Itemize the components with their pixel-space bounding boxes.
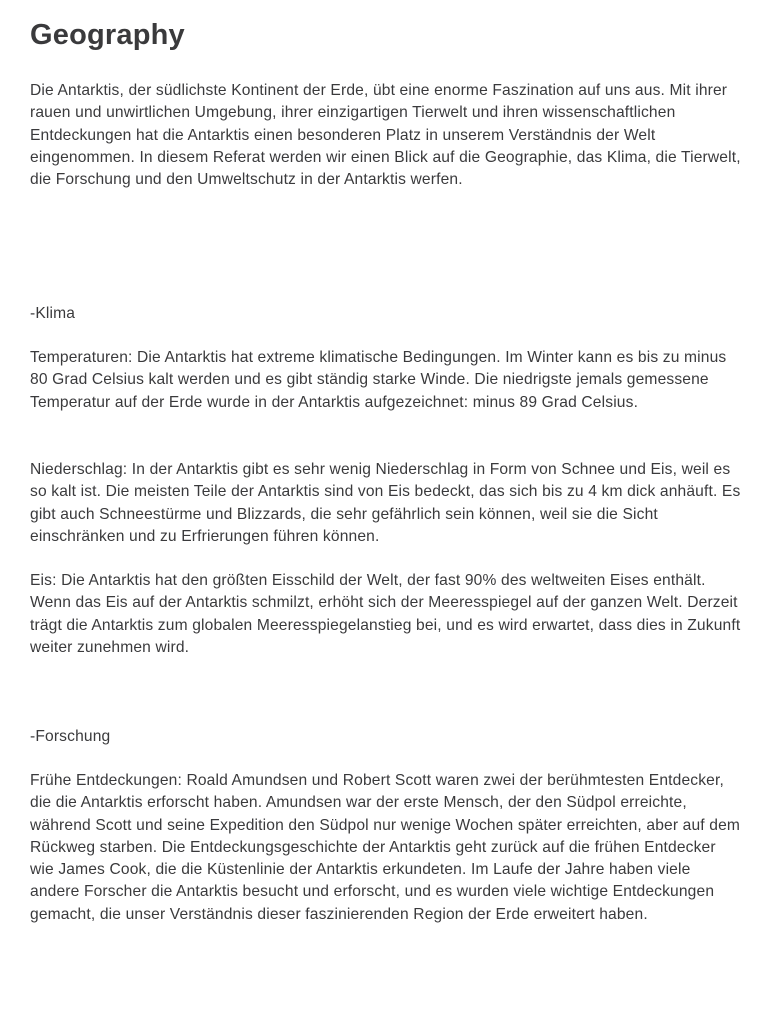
- section-heading-forschung: -Forschung: [30, 728, 111, 745]
- page-title: Geography: [30, 19, 185, 51]
- intro-paragraph: Die Antarktis, der südlichste Kontinent der Erde, übt eine enorme Faszination auf uns aus. Mit ihrer rauen und unwirtlichen Umgebung, ihrer einzigartigen Tierwelt und ihren wissenschaftlichen Entdeckungen hat die Antarktis einen besonderen Platz in unserem Verständnis der Welt eingenommen. In diesem Referat werden wir einen Blick auf die Geographie, das Klima, die Tierwelt, die Forschung und den Umweltschutz in der Antarktis werfen.: [30, 82, 741, 189]
- forschung-early-discoveries-paragraph: Frühe Entdeckungen: Roald Amundsen und Robert Scott waren zwei der berühmtesten Entdecker, die die Antarktis erforscht haben. Amundsen war der erste Mensch, der den Südpol erreichte, während Scott und seine Expedition den Südpol nur wenige Wochen später erreichten, aber auf dem Rückweg starben. Die Entdeckungsgeschichte der Antarktis geht zurück auf die frühen Entdecker wie James Cook, die die Küstenlinie der Antarktis erkundeten. Im Laufe der Jahre haben viele andere Forscher die Antarktis besucht und erforscht, und es wurden viele wichtige Entdeckungen gemacht, die unser Verständnis dieser faszinierenden Region der Erde erweitert haben.: [30, 772, 741, 923]
- klima-temperatures-paragraph: Temperaturen: Die Antarktis hat extreme klimatische Bedingungen. Im Winter kann es bis zu minus 80 Grad Celsius kalt werden und es gibt ständig starke Winde. Die niedrigste jemals gemessene Temperatur auf der Erde wurde in der Antarktis aufgezeichnet: minus 89 Grad Celsius.: [30, 349, 727, 411]
- klima-precipitation-paragraph: Niederschlag: In der Antarktis gibt es sehr wenig Niederschlag in Form von Schnee und Eis, weil es so kalt ist. Die meisten Teile der Antarktis sind von Eis bedeckt, das sich bis zu 4 km dick anhäuft. Es gibt auch Schneestürme und Blizzards, die sehr gefährlich sein können, weil sie die Sicht einschränken und zu Erfrierungen führen können.: [30, 461, 741, 545]
- klima-ice-paragraph: Eis: Die Antarktis hat den größten Eisschild der Welt, der fast 90% des weltweiten Eises enthält. Wenn das Eis auf der Antarktis schmilzt, erhöht sich der Meeresspiegel auf der ganzen Welt. Derzeit trägt die Antarktis zum globalen Meeresspiegelanstieg bei, und es wird erwartet, dass dies in Zukunft weiter zunehmen wird.: [30, 572, 741, 656]
- section-heading-klima: -Klima: [30, 305, 76, 322]
